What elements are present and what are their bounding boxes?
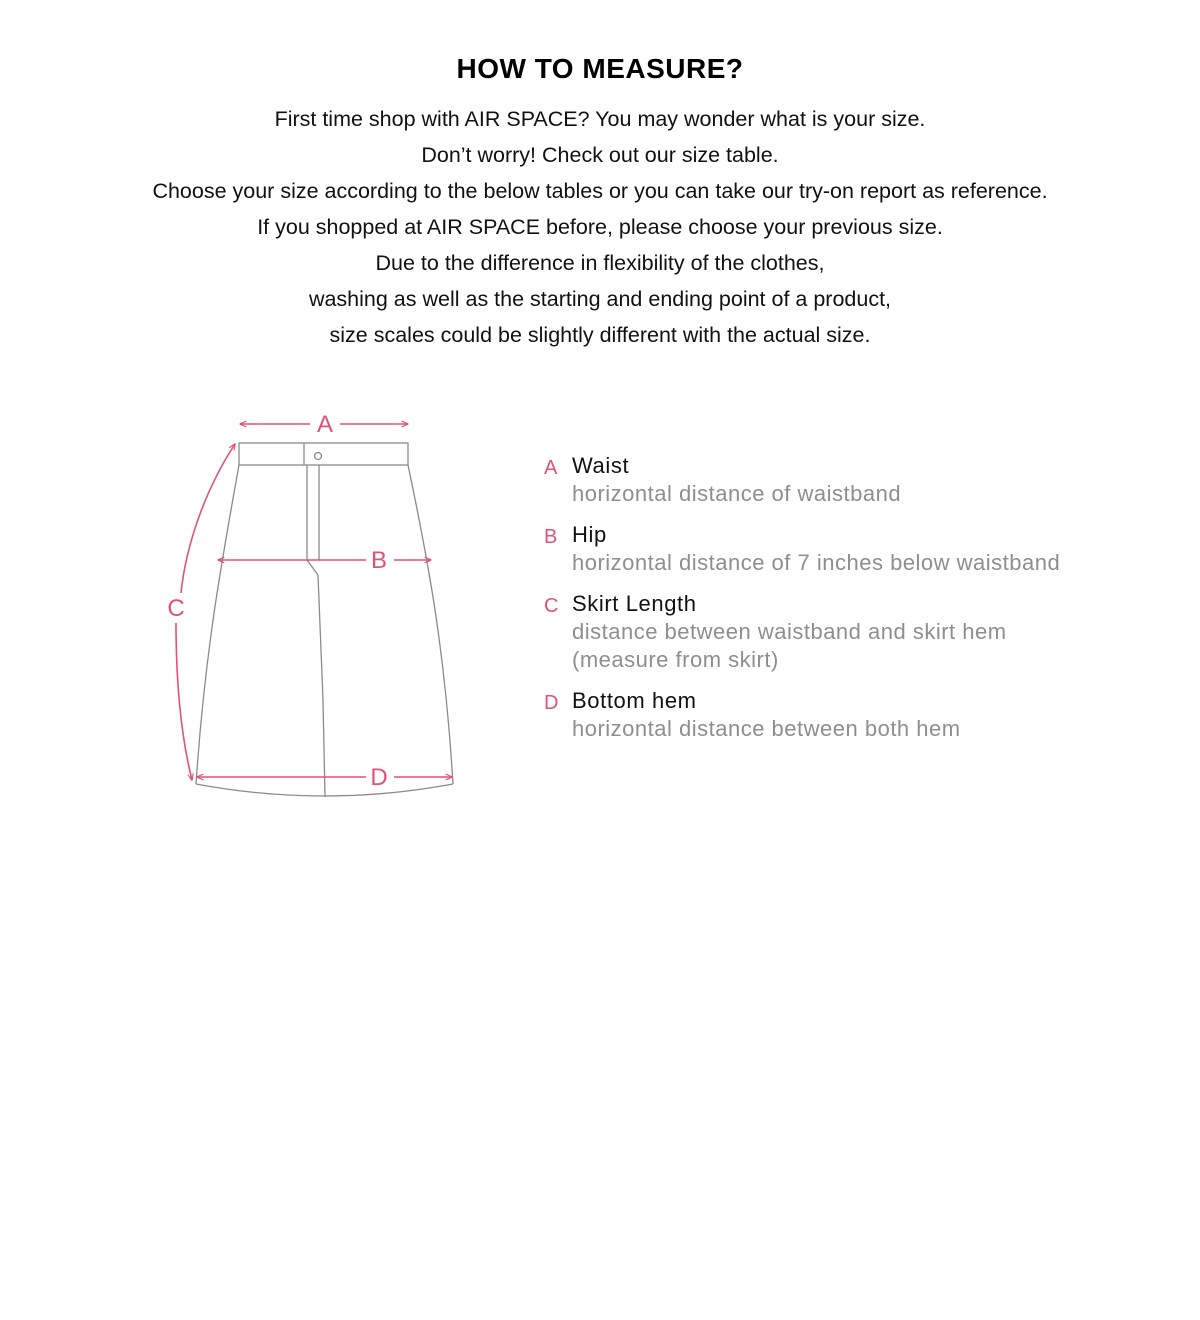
length-arrow-bottom [176, 623, 192, 780]
intro-line: Choose your size according to the below tables or you can take our try-on report as reference. [152, 179, 1048, 203]
legend-desc: (measure from skirt) [572, 647, 779, 672]
legend-letter: B [544, 526, 558, 548]
legend-letter: D [544, 692, 559, 714]
legend-desc: horizontal distance of waistband [572, 481, 902, 506]
label-b: B [370, 547, 388, 574]
intro-text [0, 101, 1200, 353]
legend-name: Skirt Length [572, 591, 697, 616]
front-seam [318, 575, 325, 797]
legend-letter: A [544, 457, 558, 479]
skirt-svg [150, 395, 480, 815]
intro-line: If you shopped at AIR SPACE before, please choose your previous size. [257, 215, 943, 239]
intro-line: Due to the difference in flexibility of the clothes, [375, 251, 825, 275]
measurement-legend [544, 452, 1164, 756]
legend-item-bottom-hem [544, 687, 1164, 743]
legend-name: Bottom hem [572, 688, 697, 713]
legend-letter: C [544, 595, 559, 617]
label-c: C [167, 595, 185, 622]
label-d: D [370, 764, 388, 791]
skirt-right-side [408, 465, 453, 784]
label-a: A [316, 411, 334, 438]
intro-line: Don’t worry! Check out our size table. [421, 143, 779, 167]
zipper-placket [307, 465, 318, 575]
intro-line: First time shop with AIR SPACE? You may wonder what is your size. [274, 107, 926, 131]
intro-line: washing as well as the starting and ending point of a product, [308, 287, 892, 311]
legend-desc: horizontal distance between both hem [572, 716, 961, 741]
length-arrow-top [181, 444, 235, 593]
button-icon [315, 453, 322, 460]
legend-item-skirt-length [544, 590, 1164, 674]
legend-item-hip [544, 521, 1164, 577]
legend-item-waist [544, 452, 1164, 508]
page-title: HOW TO MEASURE? [456, 53, 744, 84]
legend-name: Hip [572, 522, 607, 547]
intro-line: size scales could be slightly different with the actual size. [329, 323, 871, 347]
legend-name: Waist [572, 453, 630, 478]
legend-desc: horizontal distance of 7 inches below waistband [572, 550, 1061, 575]
skirt-left-side [196, 465, 239, 784]
skirt-diagram [150, 395, 480, 815]
legend-desc: distance between waistband and skirt hem [572, 619, 1007, 644]
waistband [239, 443, 408, 465]
